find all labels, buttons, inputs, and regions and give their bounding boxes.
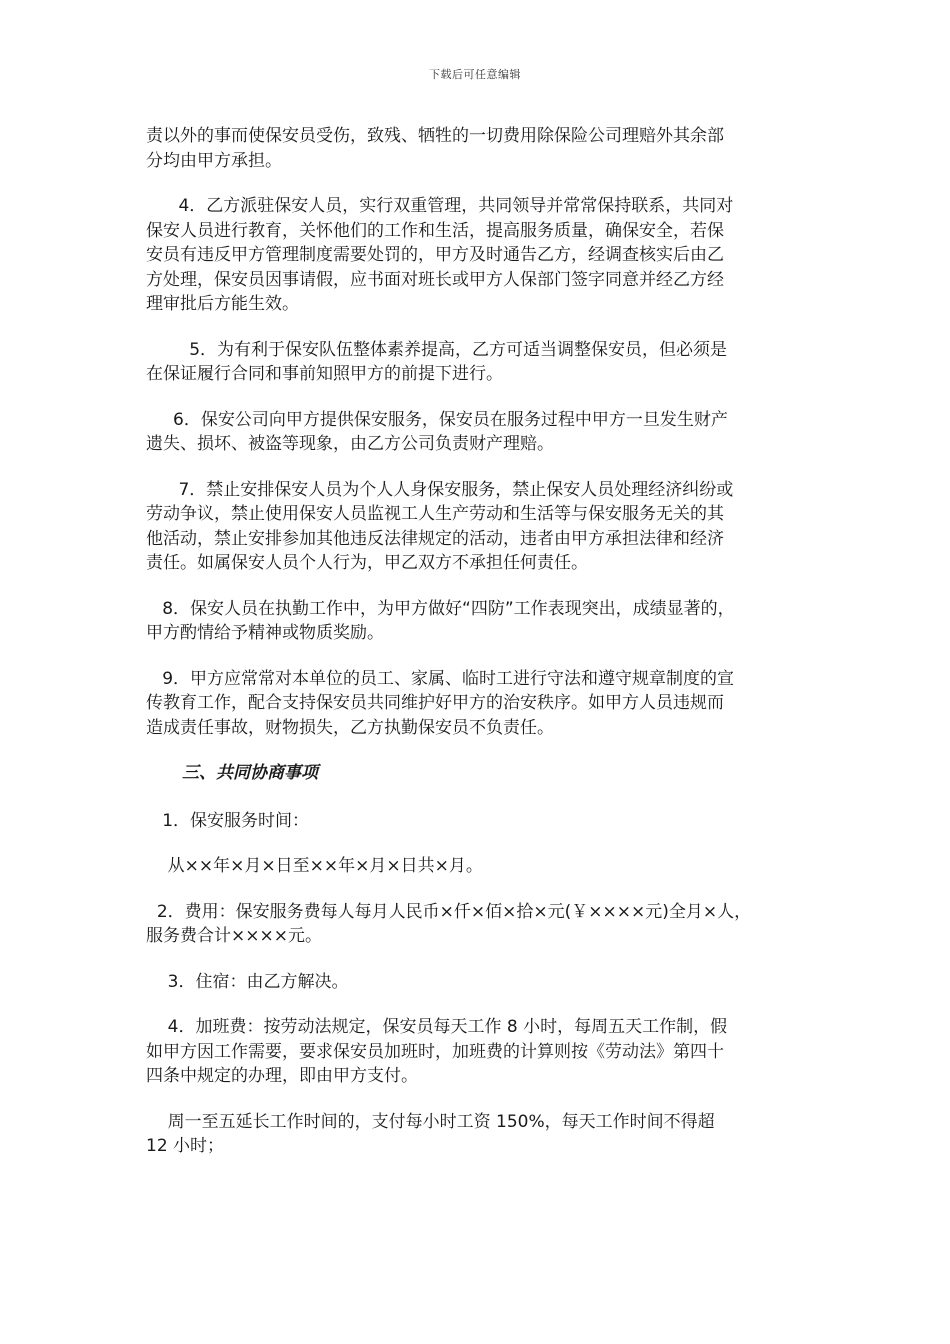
paragraph-item-9: 9．甲方应常常对本单位的员工、家属、临时工进行守法和遵守规章制度的宣 传教育工作，配合支持保安员共同维护好甲方的治安秩序。如甲方人员违规而 造成责任事故，财物损失，乙方执勤保安员不负责任。 (146, 668, 735, 738)
page-header-note: 下载后可任意编辑 (429, 68, 521, 81)
section-heading: 三、共同协商事项 (182, 763, 318, 783)
paragraph-item-4: 4．乙方派驻保安人员，实行双重管理，共同领导并常常保持联系，共同对 保安人员进行教育，关怀他们的工作和生活，提高服务质量，确保安全，若保 安员有违反甲方管理制度需要处罚的，甲方及时通告乙方，经调查核实后由乙 方处理，保安员因事请假，应书面对班长或甲方人保部门签字同意并经乙方经 理审批后方能生效。 (146, 196, 734, 314)
paragraph-item-8: 8．保安人员在执勤工作中，为甲方做好“四防”工作表现突出，成绩显著的， 甲方酌情给予精神或物质奖励。 (146, 598, 735, 643)
paragraph-item-6: 6．保安公司向甲方提供保安服务，保安员在服务过程中甲方一旦发生财产 遗失、损坏、被盗等现象，由乙方公司负责财产理赔。 (146, 409, 728, 454)
paragraph-fees: 2．费用：保安服务费每人每月人民币×仟×佰×拾×元(￥××××元)全月×人， 服务费合计××××元。 (146, 901, 752, 946)
paragraph-item-5: 5．为有利于保安队伍整体素养提高，乙方可适当调整保安员，但必须是 在保证履行合同和事前知照甲方的前提下进行。 (146, 339, 728, 384)
paragraph-continuation: 责以外的事而使保安员受伤，致残、牺牲的一切费用除保险公司理赔外其余部 分均由甲方承担。 (146, 126, 724, 171)
paragraph-weekday-overtime: 周一至五延长工作时间的，支付每小时工资 150%，每天工作时间不得超 12 小时； (146, 1111, 715, 1156)
paragraph-accommodation: 3．住宿：由乙方解决。 (146, 971, 349, 992)
document-body (146, 124, 826, 1180)
paragraph-overtime: 4．加班费：按劳动法规定，保安员每天工作 8 小时，每周五天工作制，假 如甲方因工作需要，要求保安员加班时，加班费的计算则按《劳动法》第四十 四条中规定的办理，即由甲方支付。 (146, 1017, 728, 1086)
paragraph-service-time: 1．保安服务时间： (146, 810, 310, 831)
paragraph-item-7: 7．禁止安排保安人员为个人人身保安服务，禁止保安人员处理经济纠纷或 劳动争议，禁止使用保安人员监视工人生产劳动和生活等与保安服务无关的其 他活动，禁止安排参加其他违反法律规定的活动，违者由甲方承担法律和经济 责任。如属保安人员个人行为，甲乙双方不承担任何责任。 (146, 479, 734, 573)
paragraph-service-period: 从××年×月×日至××年×月×日共×月。 (146, 856, 483, 876)
